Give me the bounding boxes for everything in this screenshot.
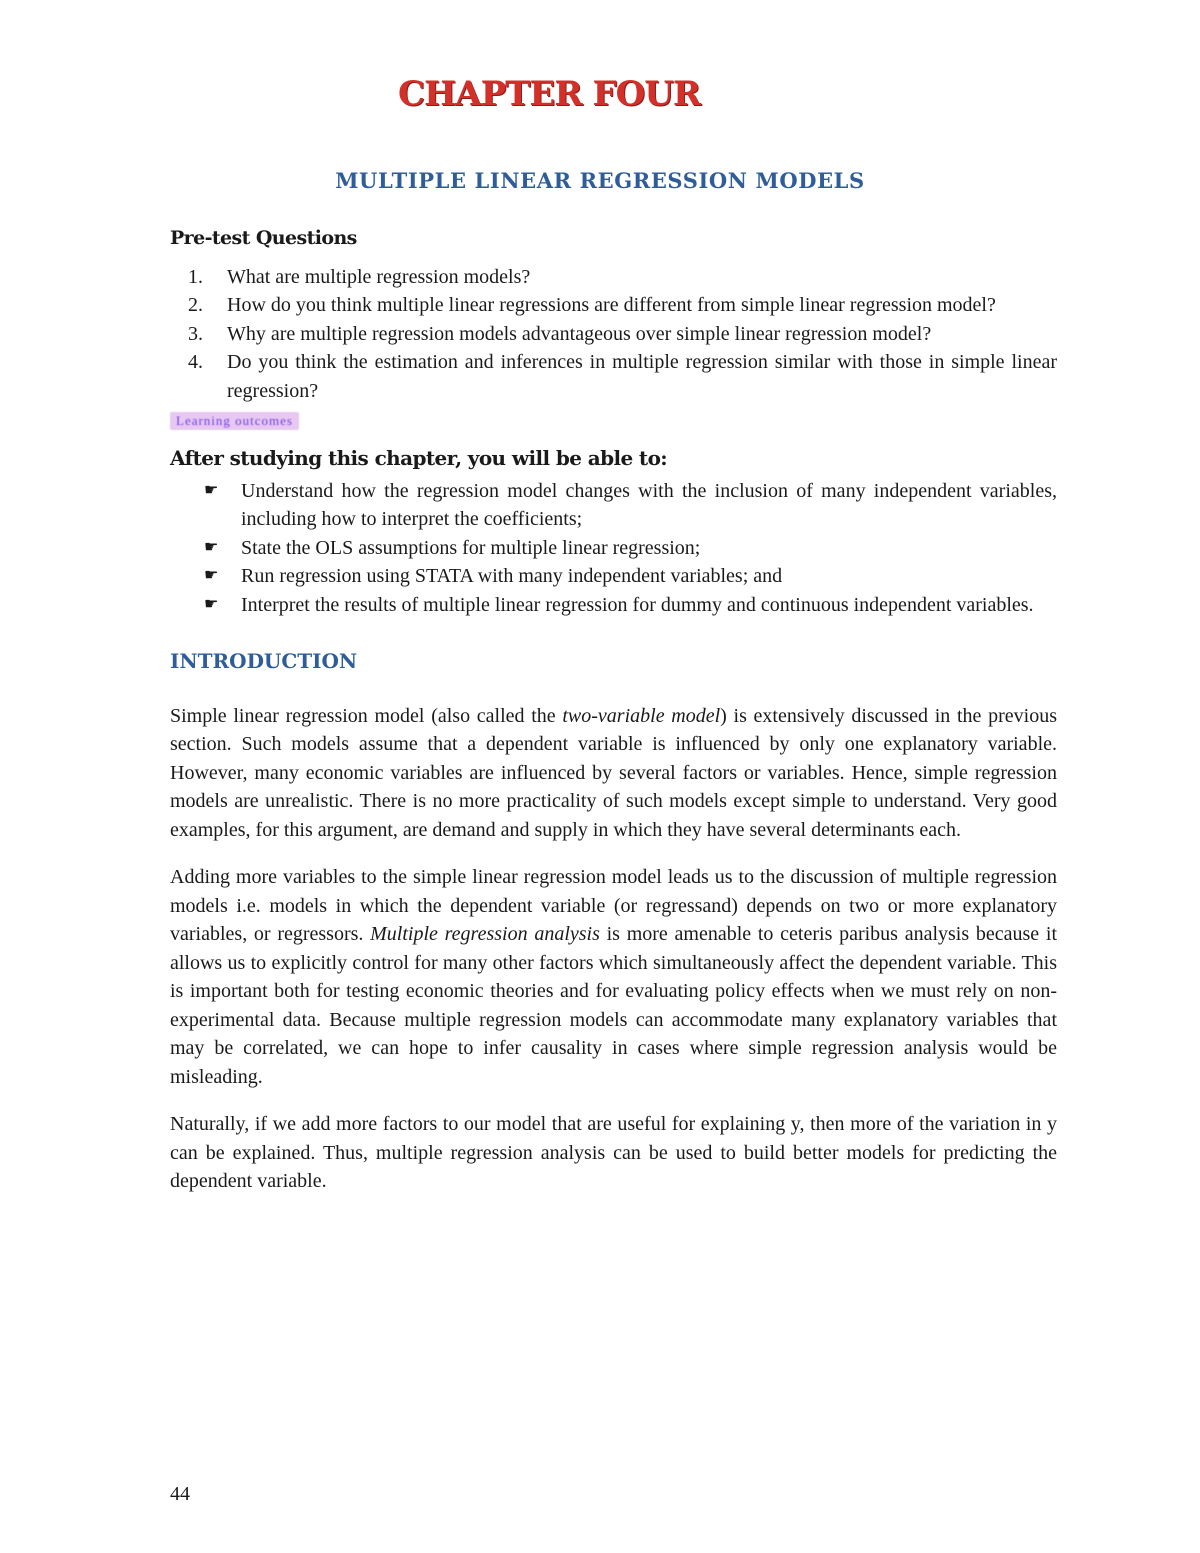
- page-number: 44: [170, 1483, 190, 1505]
- question-text: How do you think multiple linear regressions are different from simple linear regression model?: [227, 294, 996, 316]
- outcome-item: [170, 534, 1057, 563]
- intro-paragraph-1: [170, 702, 1057, 845]
- pretest-question: [170, 291, 1057, 320]
- intro-paragraph-2: [170, 863, 1057, 1091]
- question-number: 2.: [188, 294, 203, 316]
- question-text: Why are multiple regression models advantageous over simple linear regression model?: [227, 322, 932, 345]
- outcomes-heading: After studying this chapter, you will be able to:: [170, 446, 668, 470]
- question-text: Do you think the estimation and inferences in multiple regression similar with those in simple linear regression?: [227, 351, 1057, 402]
- outcome-text: State the OLS assumptions for multiple linear regression;: [241, 536, 701, 559]
- outcome-item: [170, 562, 1057, 591]
- outcome-item: [170, 591, 1057, 620]
- learning-outcomes-label: Learning outcomes: [170, 412, 299, 430]
- pointing-hand-icon: ☛: [204, 567, 219, 584]
- paragraph-text: Simple linear regression model (also called the: [170, 704, 563, 727]
- pretest-question: [170, 348, 1057, 405]
- question-number: 1.: [188, 265, 203, 288]
- pretest-question: [170, 263, 1057, 292]
- introduction-heading: INTRODUCTION: [170, 649, 358, 673]
- pointing-hand-icon: ☛: [204, 538, 219, 556]
- emphasis-text: Multiple regression analysis: [370, 923, 600, 945]
- pointing-hand-icon: ☛: [204, 595, 219, 613]
- pointing-hand-icon: ☛: [204, 481, 219, 499]
- outcome-text: Interpret the results of multiple linear regression for dummy and continuous independent variables.: [241, 593, 1034, 616]
- outcome-text: Understand how the regression model changes with the inclusion of many independent variables, including how to interpret the coefficients;: [241, 479, 1057, 530]
- paragraph-text: is more amenable to ceteris paribus analysis because it allows us to explicitly control for many other factors which simultaneously affect the dependent variable. This is important both for testing economic theories and for evaluating policy effects when we must rely on non-experimental data. Because multiple regression models can accommodate many explanatory variables that may be correlated, we can hope to infer causality in cases where simple regression analysis would be misleading.: [170, 923, 1058, 1088]
- intro-paragraph-3: Naturally, if we add more factors to our model that are useful for explaining y, then more of the variation in y can be explained. Thus, multiple regression analysis can be used to build better models for predicting the dependent variable.: [170, 1113, 1057, 1192]
- pretest-heading: Pre-test Questions: [170, 227, 357, 249]
- question-text: What are multiple regression models?: [227, 265, 531, 288]
- learning-outcomes-list: [170, 477, 1057, 620]
- pretest-question: [170, 320, 1057, 349]
- section-title: MULTIPLE LINEAR REGRESSION MODELS: [335, 168, 865, 193]
- paragraph-text: ) is extensively discussed in the previous section. Such models assume that a dependent variable is influenced by only one explanatory variable. However, many economic variables are influenced by several factors or variables. Hence, simple regression models are unrealistic. There is no more practicality of such models except simple to understand. Very good examples, for this argument, are demand and supply in which they have several determinants each.: [170, 704, 1057, 841]
- pretest-question-list: [170, 263, 1057, 406]
- chapter-title: CHAPTER FOUR: [398, 74, 701, 114]
- outcome-text: Run regression using STATA with many independent variables; and: [241, 565, 783, 587]
- question-number: 3.: [188, 322, 203, 345]
- page-content: [170, 224, 1057, 1215]
- paragraph-text: Adding more variables to the simple linear regression model leads us to the discussion of multiple regression models i.e. models in which the dependent variable (or regressand) depends on two or more explanatory variables, or regressors.: [170, 866, 1057, 945]
- question-number: 4.: [188, 351, 203, 373]
- outcome-item: [170, 477, 1057, 534]
- emphasis-text: two-variable model: [562, 704, 721, 727]
